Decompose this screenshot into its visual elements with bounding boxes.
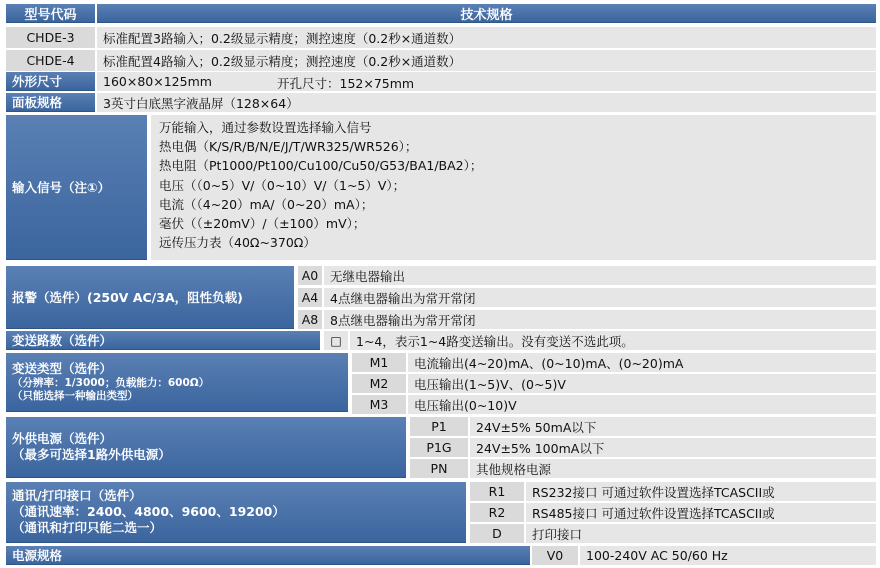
power-out-label-block [6, 417, 406, 478]
transmit-desc-m3: 电压输出(0~10)V [408, 395, 876, 414]
transmit-code-m3: M3 [352, 395, 406, 414]
transmit-channels-code: □ [324, 331, 348, 350]
input-list [151, 115, 876, 260]
comm-label-block [6, 482, 466, 543]
comm-code-d: D [470, 524, 524, 543]
panel-label: 面板规格 [6, 93, 95, 112]
dimensions-value [97, 72, 876, 91]
comm-desc-d: 打印接口 [526, 524, 876, 543]
power-out-code-p1g: P1G [410, 438, 468, 457]
model-code-chde3: CHDE-3 [6, 27, 95, 48]
alarm-code-a8: A8 [298, 310, 322, 329]
power-supply-desc: 100-240V AC 50/60 Hz [580, 546, 876, 565]
alarm-desc-a0: 无继电器输出 [324, 266, 876, 285]
transmit-desc-m1: 电流输出(4~20)mA、(0~10)mA、(0~20)mA [408, 353, 876, 372]
dimensions-size: 160×80×125mm [103, 74, 212, 89]
transmit-code-m1: M1 [352, 353, 406, 372]
transmit-type-label-block [6, 353, 348, 412]
transmit-code-m2: M2 [352, 374, 406, 393]
dimensions-label: 外形尺寸 [6, 72, 95, 91]
alarm-code-a0: A0 [298, 266, 322, 285]
transmit-desc-m2: 电压输出(1~5)V、(0~5)V [408, 374, 876, 393]
model-desc-chde3: 标准配置3路输入；0.2级显示精度；测控速度（0.2秒×通道数） [97, 27, 876, 48]
power-out-desc-p1g: 24V±5% 100mA以下 [470, 438, 876, 457]
input-line: 电流（（4~20）mA/（0~20）mA）； [159, 196, 374, 212]
transmit-type-note-single: （只能选择一种输出类型） [12, 390, 138, 402]
alarm-code-a4: A4 [298, 288, 322, 307]
dimensions-cutout: 开孔尺寸：152×75mm [277, 76, 415, 91]
comm-label: 通讯/打印接口（选件） [12, 488, 142, 503]
power-supply-code: V0 [532, 546, 578, 565]
model-code-chde4: CHDE-4 [6, 50, 95, 71]
transmit-channels-label: 变送路数（选件） [6, 331, 320, 350]
power-out-code-pn: PN [410, 459, 468, 478]
comm-note-baud: （通讯速率：2400、4800、9600、19200） [12, 504, 285, 519]
power-out-desc-p1: 24V±5% 50mA以下 [470, 417, 876, 436]
header-tech-spec: 技术规格 [97, 4, 876, 23]
transmit-channels-desc: 1~4，表示1~4路变送输出。没有变送不选此项。 [350, 331, 876, 350]
comm-note-exclusive: （通讯和打印只能二选一） [12, 520, 163, 535]
input-line: 热电阻（Pt1000/Pt100/Cu100/Cu50/G53/BA1/BA2）； [159, 158, 483, 174]
comm-desc-r2: RS485接口 可通过软件设置选择TCASCII或 [526, 503, 876, 522]
comm-desc-r1: RS232接口 可通过软件设置选择TCASCII或 [526, 482, 876, 501]
transmit-type-label: 变送类型（选件） [12, 361, 113, 376]
power-out-desc-pn: 其他规格电源 [470, 459, 876, 478]
input-line: 远传压力表（40Ω~370Ω） [159, 235, 316, 251]
model-desc-chde4: 标准配置4路输入；0.2级显示精度；测控速度（0.2秒×通道数） [97, 50, 876, 71]
power-supply-label: 电源规格 [6, 546, 530, 565]
input-line: 热电偶（K/S/R/B/N/E/J/T/WR325/WR526）； [159, 139, 418, 155]
header-model-code: 型号代码 [6, 4, 95, 23]
input-label: 输入信号（注①） [6, 115, 147, 260]
input-line: 万能输入，通过参数设置选择输入信号 [159, 120, 372, 135]
alarm-desc-a4: 4点继电器输出为常开常闭 [324, 288, 876, 307]
comm-code-r2: R2 [470, 503, 524, 522]
input-line: 毫伏（（±20mV）/（±100）mV）； [159, 216, 366, 232]
power-out-label: 外供电源（选件） [12, 431, 113, 446]
alarm-desc-a8: 8点继电器输出为常开常闭 [324, 310, 876, 329]
power-out-code-p1: P1 [410, 417, 468, 436]
comm-code-r1: R1 [470, 482, 524, 501]
transmit-type-note-resolution: （分辨率：1/3000；负载能力：600Ω） [12, 377, 210, 389]
alarm-label: 报警（选件）(250V AC/3A，阻性负载) [6, 266, 294, 329]
input-line: 电压（（0~5）V/（0~10）V/（1~5）V）； [159, 177, 406, 193]
panel-value: 3英寸白底黑字液晶屏（128×64） [97, 93, 876, 112]
power-out-note: （最多可选择1路外供电源） [12, 447, 171, 462]
